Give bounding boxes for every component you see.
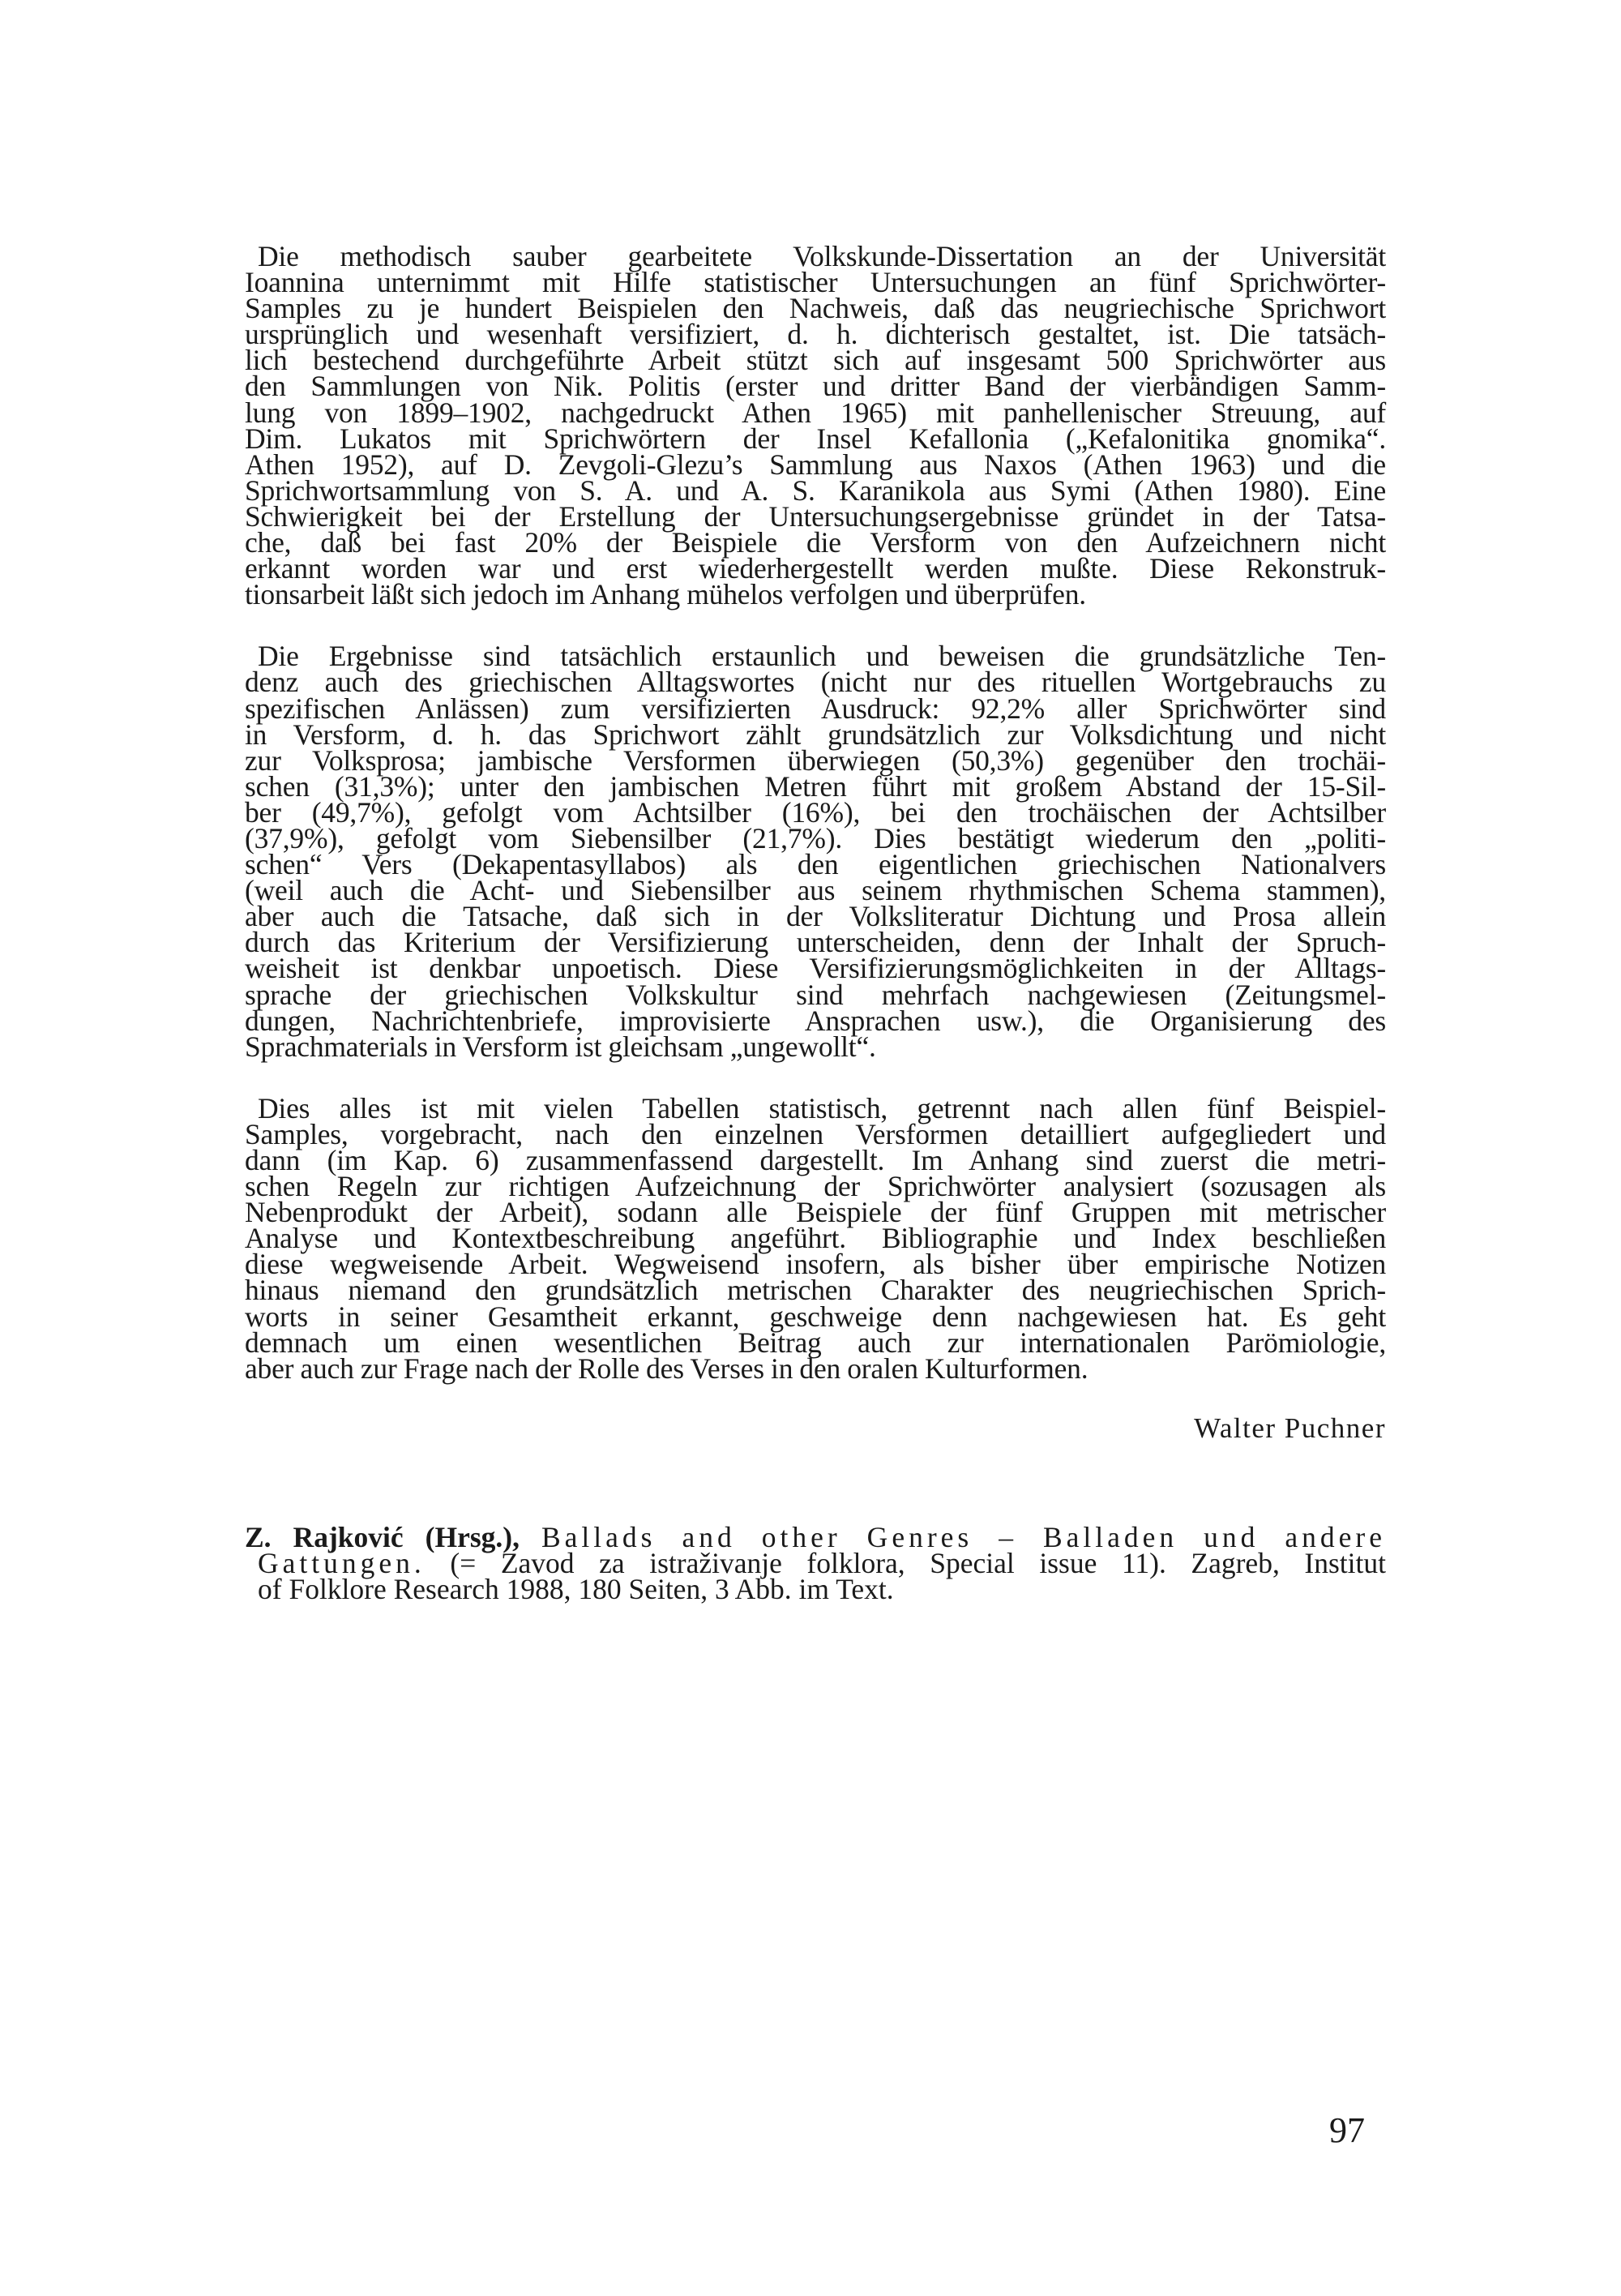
text-line: Sprichwortsammlung von S. A. und A. S. Karanikola aus Symi (Athen 1980). Eine (245, 473, 1386, 507)
text-line: Die Ergebnisse sind tatsächlich erstaunlich und beweisen die grundsätzliche Ten- (258, 640, 1386, 673)
text-line: Ioannina unternimmt mit Hilfe statistischer Untersuchungen an fünf Sprichwörter- (245, 266, 1386, 299)
text-line: Samples, vorgebracht, nach den einzelnen Versformen detailliert aufgegliedert und (245, 1117, 1386, 1150)
text-line: schen (31,3%); unter den jambischen Metren führt mit großem Abstand der 15-Sil- (245, 769, 1386, 803)
text-line: Dim. Lukatos mit Sprichwörtern der Insel Kefallonia („Kefalonitika gnomika“. (245, 422, 1386, 455)
text-line: den Sammlungen von Nik. Politis (erster und dritter Band der vierbändigen Samm- (245, 370, 1386, 403)
page-content (232, 240, 1387, 1606)
text-line: sprache der griechischen Volkskultur sind mehrfach nachgewiesen (Zeitungsmel- (245, 978, 1386, 1011)
text-line: Sprachmaterials in Versform ist gleichsam „ungewollt“. (245, 1030, 876, 1063)
bibliography-editor: Z. Rajković (Hrsg.), (245, 1520, 520, 1553)
text-line: Die methodisch sauber gearbeitete Volkskunde-Dissertation an der Universität (258, 240, 1386, 272)
text-line: ber (49,7%), gefolgt vom Achtsilber (16%), bei den trochäischen der Achtsilber (245, 795, 1386, 829)
text-line: schen“ Vers (Dekapentasyllabos) als den eigentlichen griechischen Nationalvers (245, 848, 1386, 881)
text-line: (weil auch die Acht- und Siebensilber aus seinem rhythmischen Schema stammen), (245, 874, 1386, 907)
text-line: Nebenprodukt der Arbeit), sodann alle Beispiele der fünf Gruppen mit metrischer (245, 1196, 1386, 1229)
text-line: dungen, Nachrichtenbriefe, improvisierte Ansprachen usw.), die Organisierung des (245, 1004, 1386, 1037)
review-paragraph-3 (232, 1091, 1386, 1385)
text-line: che, daß bei fast 20% der Beispiele die Versform von den Aufzeichnern nicht (245, 526, 1386, 559)
text-line: zur Volksprosa; jambische Versformen überwiegen (50,3%) gegenüber den trochäi- (245, 743, 1386, 777)
text-line: tionsarbeit läßt sich jedoch im Anhang mühelos verfolgen und überprüfen. (245, 578, 1086, 611)
text-line: weisheit ist denkbar unpoetisch. Diese Versifizierungsmöglichkeiten in der Alltags- (245, 952, 1386, 985)
text-line: durch das Kriterium der Versifizierung unterscheiden, denn der Inhalt der Spruch- (245, 926, 1386, 959)
review-paragraph-1 (232, 240, 1386, 611)
text-line: Samples zu je hundert Beispielen den Nachweis, daß das neugriechische Sprichwort (245, 292, 1386, 325)
review-paragraph-2 (232, 640, 1386, 1063)
bibliography-title: Ballads and other Genres – Balladen und andere (541, 1520, 1387, 1553)
text-line: Analyse und Kontextbeschreibung angeführt. Bibliographie und Index beschließen (245, 1222, 1386, 1255)
text-line: demnach um einen wesentlichen Beitrag auch zur internationalen Parömiologie, (245, 1326, 1386, 1359)
text-line: in Versform, d. h. das Sprichwort zählt grundsätzlich zur Volksdichtung und nicht (245, 718, 1386, 751)
text-line: denz auch des griechischen Alltagswortes (nicht nur des rituellen Wortgebrauchs zu (245, 666, 1386, 699)
text-line: lung von 1899–1902, nachgedruckt Athen 1965) mit panhellenischer Streuung, auf (245, 396, 1386, 429)
text-line: (37,9%), gefolgt vom Siebensilber (21,7%). Dies bestätigt wiederum den „politi- (245, 821, 1386, 855)
bibliography-line-3: of Folklore Research 1988, 180 Seiten, 3 Abb. im Text. (258, 1573, 894, 1606)
bibliography-title-continued: Gattungen. (258, 1546, 426, 1579)
text-line: ursprünglich und wesenhaft versifiziert, d. h. dichterisch gestaltet, ist. Die tatsäch- (245, 318, 1386, 351)
text-line: lich bestechend durchgeführte Arbeit stützt sich auf insgesamt 500 Sprichwörter aus (245, 344, 1386, 377)
bibliography-entry (232, 1520, 1387, 1606)
text-line: Athen 1952), auf D. Zevgoli-Glezu’s Sammlung aus Naxos (Athen 1963) und die (245, 448, 1386, 481)
text-line: Schwierigkeit bei der Erstellung der Untersuchungsergebnisse gründet in der Tatsa- (245, 499, 1386, 533)
text-line: schen Regeln zur richtigen Aufzeichnung der Sprichwörter analysiert (sozusagen als (245, 1170, 1386, 1203)
text-line: erkannt worden war und erst wiederhergestellt werden mußte. Diese Rekonstruk- (245, 552, 1386, 585)
text-line: aber auch zur Frage nach der Rolle des Verses in den oralen Kulturformen. (245, 1351, 1089, 1385)
bibliography-series: (= Zavod za istraživanje folklora, Special issue 11). Zagreb, Institut (450, 1546, 1386, 1579)
text-line: spezifischen Anlässen) zum versifizierten Ausdruck: 92,2% aller Sprichwörter sind (245, 692, 1386, 725)
text-line: hinaus niemand den grundsätzlich metrischen Charakter des neugriechischen Sprich- (245, 1274, 1386, 1307)
page-number: 97 (1329, 2110, 1365, 2150)
text-line: dann (im Kap. 6) zusammenfassend dargestellt. Im Anhang sind zuerst die metri- (245, 1144, 1386, 1176)
text-line: diese wegweisende Arbeit. Wegweisend insofern, als bisher über empirische Notizen (245, 1248, 1386, 1281)
text-line: worts in seiner Gesamtheit erkannt, geschweige denn nachgewiesen hat. Es geht (245, 1300, 1386, 1333)
text-line: Dies alles ist mit vielen Tabellen statistisch, getrennt nach allen fünf Beispiel- (258, 1091, 1386, 1124)
text-line: aber auch die Tatsache, daß sich in der Volksliteratur Dichtung und Prosa allein (245, 900, 1386, 933)
review-author-signature: Walter Puchner (1194, 1411, 1386, 1444)
